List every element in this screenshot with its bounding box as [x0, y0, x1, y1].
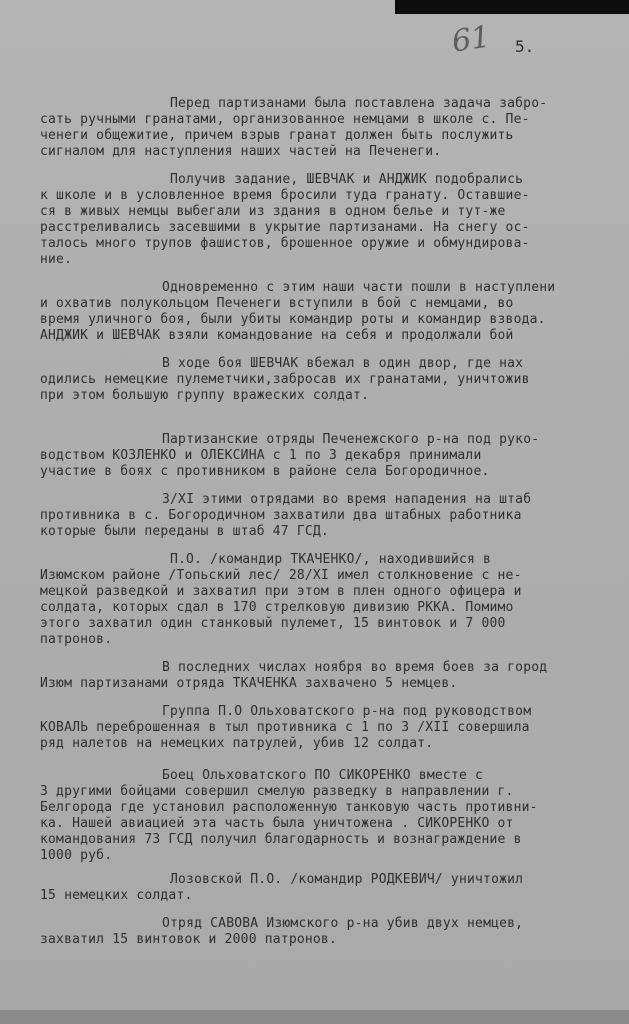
text-line: Боец Ольховатского ПО СИКОРЕНКО вместе с: [162, 768, 484, 783]
page-number: 5.: [515, 37, 535, 56]
text-line: 3/XI этими отрядами во время нападения на штаб: [162, 492, 532, 507]
text-line: ся в живых немцы выбегали из здания в одном белье и тут-же: [40, 204, 506, 219]
text-line: Группа П.О Ольховатского р-на под руководством: [162, 704, 532, 719]
text-line: АНДЖИК и ШЕВЧАК взяли командование на себя и продолжали бой: [40, 328, 514, 343]
text-line: одились немецкие пулеметчики,забросав их гранатами, уничтожив: [40, 372, 530, 387]
text-line: Лозовской П.О. /командир РОДКЕВИЧ/ уничтожил: [170, 872, 524, 887]
text-line: захватил 15 винтовок и 2000 патронов.: [40, 932, 337, 947]
text-line: Изюм партизанами отряда ТКАЧЕНКА захвачено 5 немцев.: [40, 676, 458, 691]
text-line: В ходе боя ШЕВЧАК вбежал в один двор, где нах: [162, 356, 524, 371]
folio-number: 61: [449, 19, 493, 60]
text-line: этого захватил один станковый пулемет, 15 винтовок и 7 000: [40, 616, 506, 631]
text-line: которые были переданы в штаб 47 ГСД.: [40, 524, 329, 539]
text-line: противника в с. Богородичном захватили два штабных работника: [40, 508, 522, 523]
text-line: 3 другими бойцами совершил смелую разведку в направлении г.: [40, 784, 514, 799]
text-line: сигналом для наступления наших частей на Печенеги.: [40, 144, 442, 159]
text-line: ченеги общежитие, причем взрыв гранат должен быть послужить: [40, 128, 514, 143]
text-line: мецкой разведкой и захватил при этом в плен одного офицера и: [40, 584, 522, 599]
text-line: Отряд САВОВА Изюмского р-на убив двух немцев,: [162, 916, 524, 931]
text-line: Перед партизанами была поставлена задача забро-: [170, 96, 548, 111]
text-line: 1000 руб.: [40, 848, 113, 863]
text-line: ка. Нашей авиацией эта часть была уничтожена . СИКОРЕНКО от: [40, 816, 514, 831]
text-line: сать ручными гранатами, организованное немцами в школе с. Пе-: [40, 112, 530, 127]
text-line: Изюмском районе /Топьский лес/ 28/XI имел столкновение с не-: [40, 568, 522, 583]
text-line: Одновременно с этим наши части пошли в наступлени: [162, 280, 556, 295]
text-line: ряд налетов на немецких патрулей, убив 12 солдат.: [40, 736, 434, 751]
text-line: 15 немецких солдат.: [40, 888, 193, 903]
text-line: КОВАЛЬ переброшенная в тыл противника с 1 по 3 /XII совершила: [40, 720, 530, 735]
text-line: П.О. /командир ТКАЧЕНКО/, находившийся в: [170, 552, 492, 567]
text-line: участие в боях с противником в районе села Богородичное.: [40, 464, 490, 479]
text-line: командования 73 ГСД получил благодарность и вознаграждение в: [40, 832, 522, 847]
text-line: к школе и в условленное время бросили туда гранату. Оставшие-: [40, 188, 530, 203]
text-line: при этом большую группу вражеских солдат.: [40, 388, 370, 403]
text-line: Белгорода где установил расположенную танковую часть противни-: [40, 800, 538, 815]
text-line: солдата, которых сдал в 170 стрелковую дивизию РККА. Помимо: [40, 600, 514, 615]
text-line: время уличного боя, были убиты командир роты и командир взвода.: [40, 312, 546, 327]
text-line: талось много трупов фашистов, брошенное оружие и обмундирова-: [40, 236, 530, 251]
text-line: В последних числах ноября во время боев за город: [162, 660, 548, 675]
text-line: ние.: [40, 252, 73, 267]
text-line: Получив задание, ШЕВЧАК и АНДЖИК подобрались: [170, 172, 524, 187]
text-line: и охватив полукольцом Печенеги вступили в бой с немцами, во: [40, 296, 514, 311]
text-line: Партизанские отряды Печенежского р-на под руко-: [162, 432, 540, 447]
text-line: расстреливались засевшими в укрытие партизанами. На снегу ос-: [40, 220, 530, 235]
text-line: патронов.: [40, 632, 113, 647]
text-line: водством КОЗЛЕНКО и ОЛЕКСИНА с 1 по 3 декабря принимали: [40, 448, 482, 463]
scan-edge-bar: [395, 0, 629, 14]
